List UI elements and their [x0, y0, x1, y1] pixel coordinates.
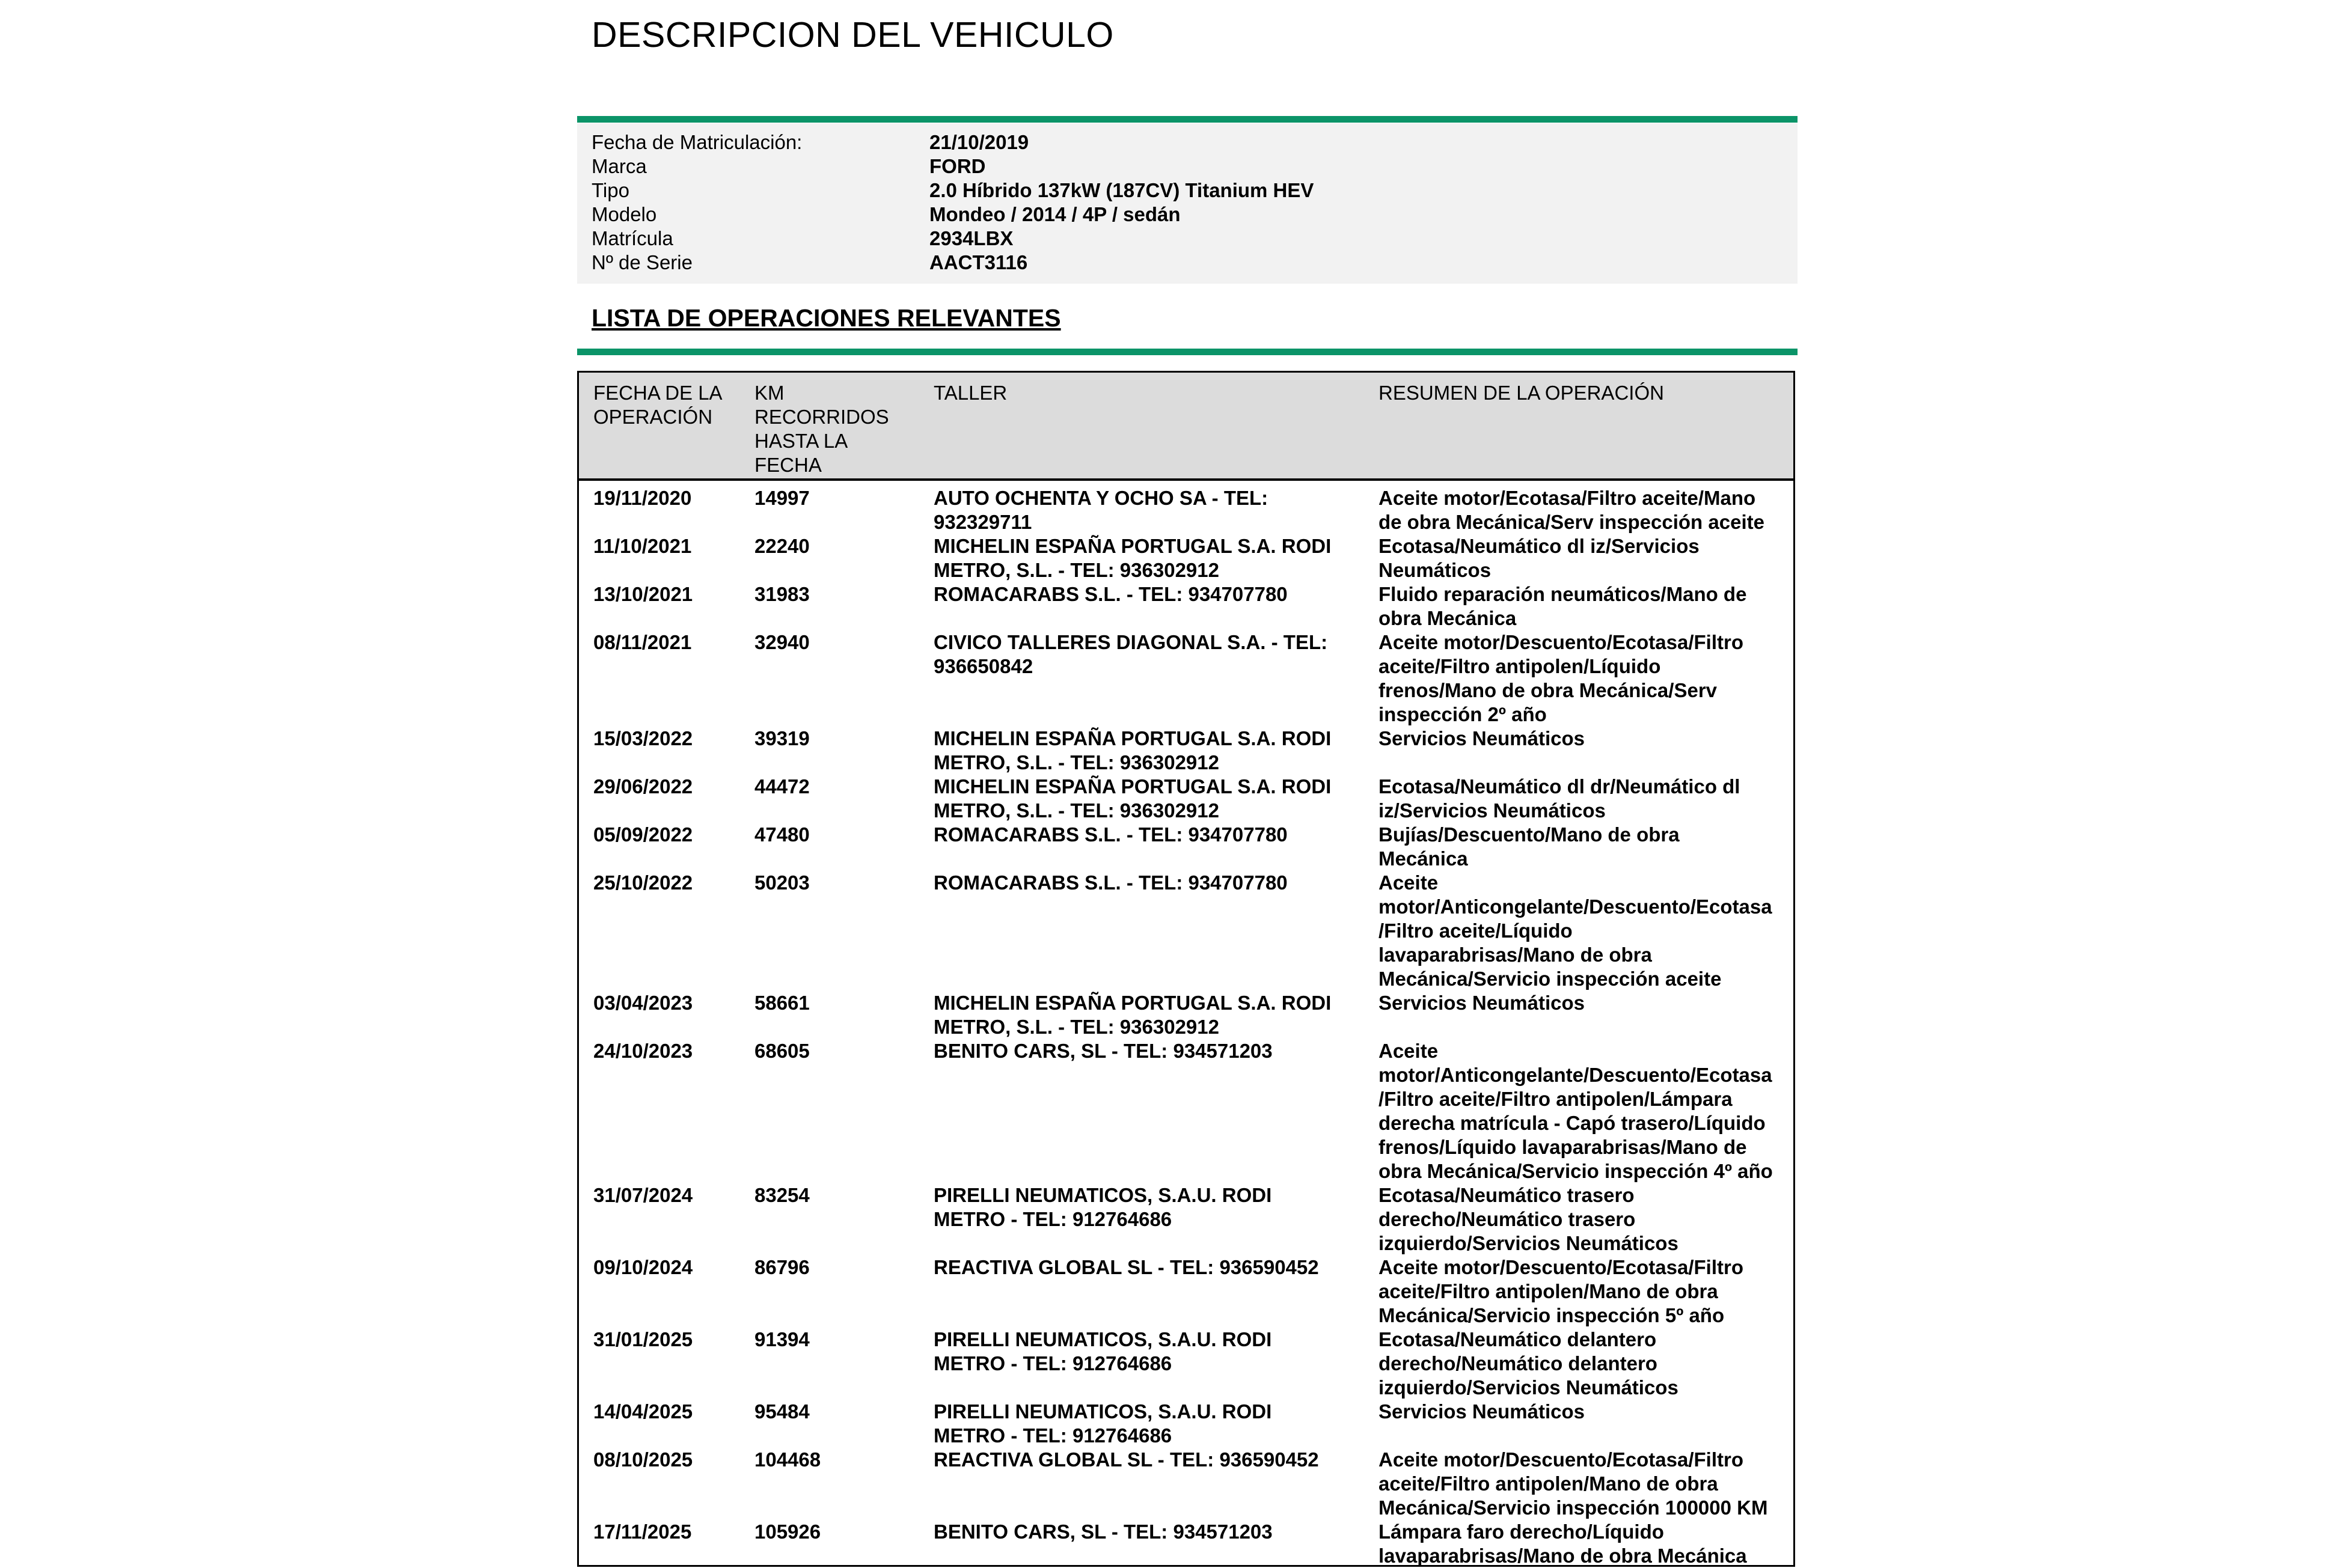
- field-value: 2.0 Híbrido 137kW (187CV) Titanium HEV: [929, 179, 1314, 201]
- cell-km: 104468: [754, 1448, 821, 1471]
- cell-summary: Ecotasa/Neumático dl iz/Servicios Neumáticos: [1378, 535, 1700, 581]
- cell-shop: BENITO CARS, SL - TEL: 934571203: [934, 1521, 1273, 1543]
- cell-km: 44472: [754, 775, 810, 798]
- cell-summary: Ecotasa/Neumático delantero derecho/Neumático delantero izquierdo/Servicios Neumáticos: [1378, 1328, 1678, 1399]
- table-row: [579, 991, 1793, 1039]
- table-row: [579, 582, 1793, 630]
- header-shop: TALLER: [934, 382, 1008, 404]
- cell-km: 50203: [754, 871, 810, 894]
- field-label: Modelo: [592, 203, 657, 225]
- table-row: [579, 727, 1793, 775]
- cell-summary: Servicios Neumáticos: [1378, 992, 1585, 1014]
- cell-date: 11/10/2021: [593, 535, 692, 557]
- cell-km: 68605: [754, 1040, 810, 1062]
- header-date: FECHA DE LA OPERACIÓN: [593, 382, 723, 428]
- field-value: AACT3116: [929, 251, 1028, 273]
- header-km: KM RECORRIDOS HASTA LA FECHA: [754, 382, 889, 476]
- header-summary: RESUMEN DE LA OPERACIÓN: [1378, 382, 1664, 404]
- cell-date: 17/11/2025: [593, 1521, 692, 1543]
- cell-date: 08/10/2025: [593, 1448, 693, 1471]
- cell-km: 32940: [754, 631, 810, 653]
- cell-shop: AUTO OCHENTA Y OCHO SA - TEL: 932329711: [934, 487, 1268, 533]
- section-divider: [577, 349, 1798, 355]
- cell-km: 39319: [754, 727, 810, 749]
- table-body: [579, 486, 1793, 1568]
- cell-date: 19/11/2020: [593, 487, 692, 509]
- cell-shop: MICHELIN ESPAÑA PORTUGAL S.A. RODI METRO, S.L. - TEL: 936302912: [934, 535, 1332, 581]
- cell-date: 14/04/2025: [593, 1400, 693, 1423]
- cell-summary: Aceite motor/Anticongelante/Descuento/Ecotasa /Filtro aceite/Líquido lavaparabrisas/Mano de obra Mecánica/Servicio inspección aceite: [1378, 871, 1772, 990]
- cell-summary: Fluido reparación neumáticos/Mano de obra Mecánica: [1378, 583, 1747, 629]
- cell-date: 24/10/2023: [593, 1040, 693, 1062]
- cell-shop: MICHELIN ESPAÑA PORTUGAL S.A. RODI METRO, S.L. - TEL: 936302912: [934, 727, 1332, 773]
- table-row: [579, 1328, 1793, 1400]
- cell-km: 47480: [754, 823, 810, 846]
- operations-table: [577, 371, 1795, 1567]
- cell-date: 29/06/2022: [593, 775, 693, 798]
- cell-summary: Servicios Neumáticos: [1378, 727, 1585, 749]
- field-label: Fecha de Matriculación:: [592, 131, 803, 153]
- field-value: 2934LBX: [929, 227, 1014, 249]
- table-row: [579, 1400, 1793, 1448]
- table-row: [579, 630, 1793, 727]
- field-label: Matrícula: [592, 227, 673, 249]
- cell-date: 31/01/2025: [593, 1328, 693, 1350]
- table-row: [579, 1255, 1793, 1328]
- cell-summary: Aceite motor/Descuento/Ecotasa/Filtro aceite/Filtro antipolen/Mano de obra Mecánica/Servicio inspección 5º año: [1378, 1256, 1743, 1326]
- table-row: [579, 1183, 1793, 1255]
- table-row: [579, 775, 1793, 823]
- cell-shop: BENITO CARS, SL - TEL: 934571203: [934, 1040, 1273, 1062]
- field-label: Nº de Serie: [592, 251, 693, 273]
- cell-km: 83254: [754, 1184, 810, 1206]
- cell-shop: ROMACARABS S.L. - TEL: 934707780: [934, 583, 1288, 605]
- table-row: [579, 534, 1793, 582]
- cell-summary: Aceite motor/Ecotasa/Filtro aceite/Mano de obra Mecánica/Serv inspección aceite: [1378, 487, 1764, 533]
- field-value: 21/10/2019: [929, 131, 1029, 153]
- table-header: [579, 373, 1793, 481]
- cell-km: 86796: [754, 1256, 810, 1278]
- field-value: FORD: [929, 155, 986, 177]
- cell-shop: ROMACARABS S.L. - TEL: 934707780: [934, 871, 1288, 894]
- cell-date: 13/10/2021: [593, 583, 693, 605]
- cell-shop: CIVICO TALLERES DIAGONAL S.A. - TEL: 936650842: [934, 631, 1328, 677]
- cell-shop: PIRELLI NEUMATICOS, S.A.U. RODI METRO - TEL: 912764686: [934, 1400, 1272, 1447]
- table-row: [579, 1448, 1793, 1520]
- field-value: Mondeo / 2014 / 4P / sedán: [929, 203, 1181, 225]
- cell-date: 05/09/2022: [593, 823, 693, 846]
- cell-date: 25/10/2022: [593, 871, 693, 894]
- cell-date: 15/03/2022: [593, 727, 693, 749]
- table-row: [579, 1039, 1793, 1183]
- cell-km: 105926: [754, 1521, 821, 1543]
- cell-summary: Ecotasa/Neumático trasero derecho/Neumático trasero izquierdo/Servicios Neumáticos: [1378, 1184, 1678, 1254]
- cell-shop: MICHELIN ESPAÑA PORTUGAL S.A. RODI METRO, S.L. - TEL: 936302912: [934, 775, 1332, 822]
- table-row: [579, 486, 1793, 534]
- page-title: DESCRIPCION DEL VEHICULO: [592, 15, 1114, 55]
- cell-summary: Aceite motor/Descuento/Ecotasa/Filtro aceite/Filtro antipolen/Líquido frenos/Mano de obra Mecánica/Serv inspección 2º año: [1378, 631, 1743, 725]
- cell-date: 31/07/2024: [593, 1184, 693, 1206]
- cell-summary: Aceite motor/Anticongelante/Descuento/Ecotasa /Filtro aceite/Filtro antipolen/Lámpara derecha matrícula - Capó trasero/Líquido frenos/Líquido lavaparabrisas/Mano de obra Mecánica/Servicio inspección 4º año: [1378, 1040, 1773, 1182]
- cell-km: 14997: [754, 487, 810, 509]
- cell-date: 09/10/2024: [593, 1256, 693, 1278]
- cell-km: 58661: [754, 992, 810, 1014]
- vehicle-details: [577, 123, 1798, 284]
- field-label: Marca: [592, 155, 647, 177]
- cell-summary: Lámpara faro derecho/Líquido lavaparabrisas/Mano de obra Mecánica: [1378, 1521, 1747, 1567]
- cell-summary: Aceite motor/Descuento/Ecotasa/Filtro aceite/Filtro antipolen/Mano de obra Mecánica/Servicio inspección 100000 KM: [1378, 1448, 1768, 1519]
- cell-shop: REACTIVA GLOBAL SL - TEL: 936590452: [934, 1256, 1319, 1278]
- cell-shop: PIRELLI NEUMATICOS, S.A.U. RODI METRO - TEL: 912764686: [934, 1184, 1272, 1230]
- cell-shop: MICHELIN ESPAÑA PORTUGAL S.A. RODI METRO, S.L. - TEL: 936302912: [934, 992, 1332, 1038]
- cell-km: 91394: [754, 1328, 810, 1350]
- table-row: [579, 823, 1793, 871]
- cell-km: 31983: [754, 583, 810, 605]
- table-row: [579, 871, 1793, 991]
- section-title: LISTA DE OPERACIONES RELEVANTES: [592, 304, 1061, 332]
- cell-summary: Servicios Neumáticos: [1378, 1400, 1585, 1423]
- top-divider: [577, 116, 1798, 123]
- cell-shop: REACTIVA GLOBAL SL - TEL: 936590452: [934, 1448, 1319, 1471]
- cell-summary: Bujías/Descuento/Mano de obra Mecánica: [1378, 823, 1680, 870]
- cell-km: 95484: [754, 1400, 810, 1423]
- cell-km: 22240: [754, 535, 810, 557]
- field-label: Tipo: [592, 179, 629, 201]
- cell-shop: ROMACARABS S.L. - TEL: 934707780: [934, 823, 1288, 846]
- cell-shop: PIRELLI NEUMATICOS, S.A.U. RODI METRO - TEL: 912764686: [934, 1328, 1272, 1374]
- cell-summary: Ecotasa/Neumático dl dr/Neumático dl iz/Servicios Neumáticos: [1378, 775, 1740, 822]
- cell-date: 03/04/2023: [593, 992, 693, 1014]
- table-row: [579, 1520, 1793, 1568]
- cell-date: 08/11/2021: [593, 631, 692, 653]
